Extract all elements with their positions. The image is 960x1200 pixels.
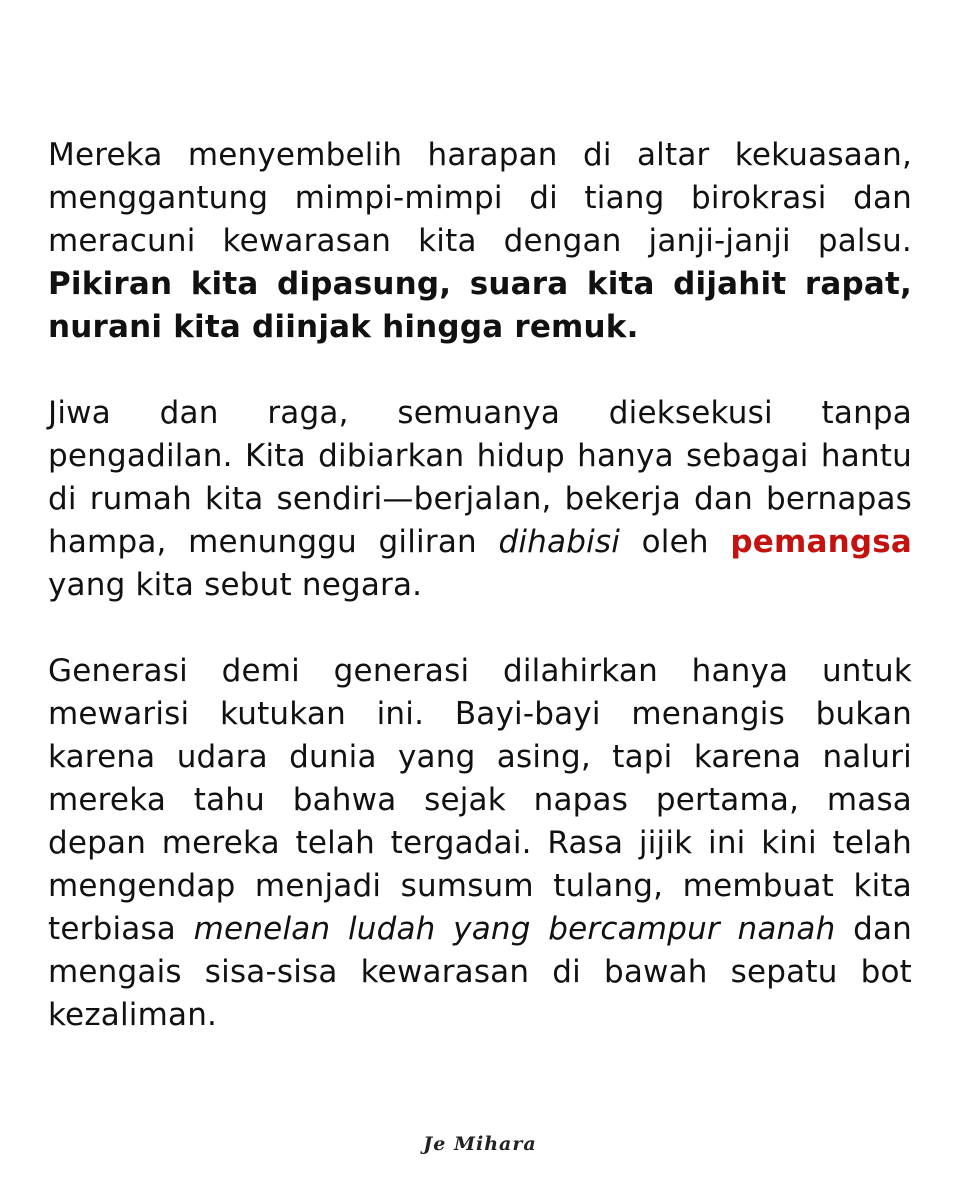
paragraph-1-text: Mereka menyembelih harapan di altar kekuasaan, menggantung mimpi-mimpi di tiang birokrasi dan meracuni kewarasan kita dengan janji-janji palsu. bbox=[48, 137, 912, 259]
paragraph-2-text-2: oleh bbox=[620, 524, 731, 560]
paragraph-1-bold-text: Pikiran kita dipasung, suara kita dijahit rapat, nurani kita diinjak hingga remuk. bbox=[48, 266, 912, 345]
paragraph-2-italic-text: dihabisi bbox=[498, 524, 621, 560]
paragraph-2-text-3: yang kita sebut negara. bbox=[48, 567, 423, 603]
paragraph-3-text: Generasi demi generasi dilahirkan hanya untuk mewarisi kutukan ini. Bayi-bayi menangis bukan karena udara dunia yang asing, tapi karena naluri mereka tahu bahwa sejak napas pertama, masa depan mereka telah tergadai. Rasa jijik ini kini telah mengendap menjadi sumsum tulang, membuat kita terbiasa bbox=[48, 653, 912, 947]
paragraph-3-italic-text: menelan ludah yang bercampur nanah bbox=[193, 911, 836, 947]
paragraph-2-highlight-word: pemangsa bbox=[730, 524, 912, 560]
paragraph-3-text-2: dan mengais sisa-sisa kewarasan di bawah sepatu bot kezaliman. bbox=[48, 911, 913, 1033]
author-signature: Je Mihara bbox=[423, 1133, 537, 1155]
paragraph-2 bbox=[48, 392, 912, 607]
essay-body bbox=[48, 134, 912, 1080]
paragraph-2-text: Jiwa dan raga, semuanya dieksekusi tanpa pengadilan. Kita dibiarkan hidup hanya sebagai hantu di rumah kita sendiri—berjalan, bekerja dan bernapas hampa, menunggu giliran bbox=[48, 395, 912, 560]
paragraph-1 bbox=[48, 134, 912, 349]
paragraph-3 bbox=[48, 650, 912, 1037]
